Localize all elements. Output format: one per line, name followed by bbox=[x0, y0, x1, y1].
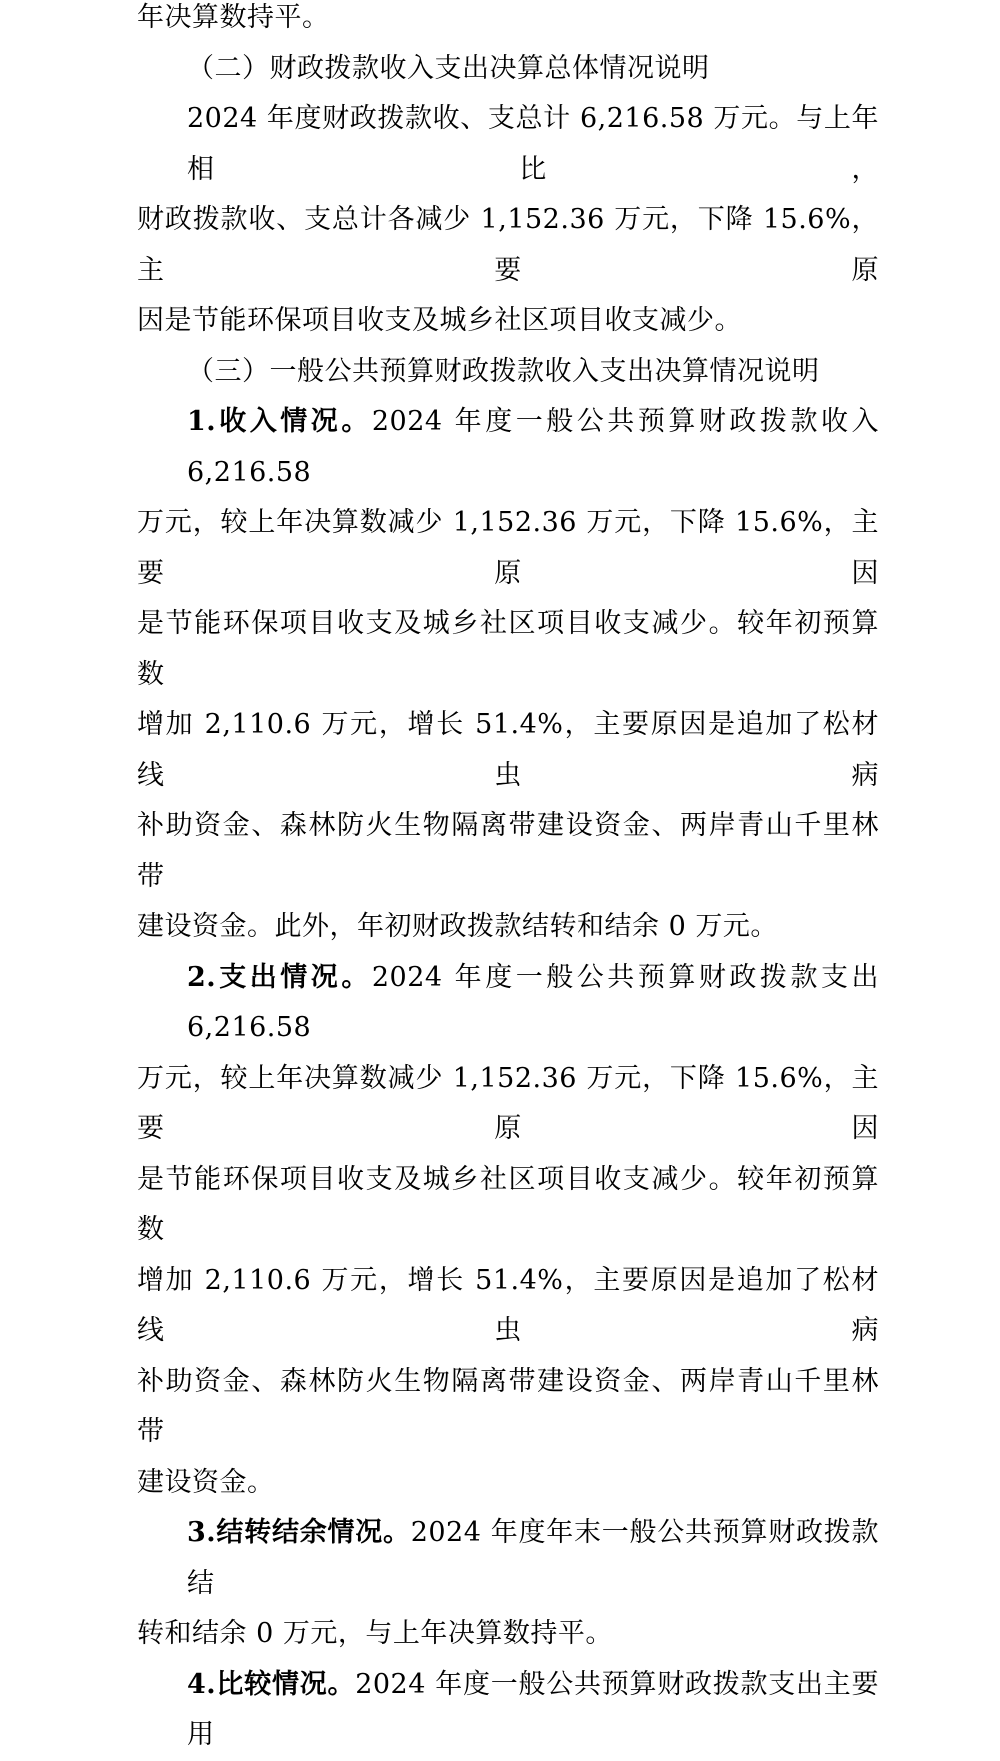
section-heading: （二）财政拨款收入支出决算总体情况说明 bbox=[187, 52, 710, 84]
paragraph-line bbox=[137, 397, 879, 498]
paragraph-line: 增加 2,110.6 万元，增长 51.4%，主要原因是追加了松材线虫病 bbox=[137, 709, 879, 791]
paragraph-line: 2024 年度财政拨款收、支总计 6,216.58 万元。与上年相比， bbox=[187, 103, 879, 185]
section-heading: （三）一般公共预算财政拨款收入支出决算情况说明 bbox=[187, 355, 820, 387]
paragraph-line bbox=[137, 1508, 879, 1609]
paragraph-line: 万元，较上年决算数减少 1,152.36 万元，下降 15.6%，主要原因 bbox=[137, 1062, 879, 1144]
subsection-title: 3.结转结余情况。 bbox=[187, 1517, 411, 1548]
document-page bbox=[137, 0, 879, 1761]
paragraph-line: 建设资金。此外，年初财政拨款结转和结余 0 万元。 bbox=[137, 911, 778, 942]
paragraph-line: 补助资金、森林防火生物隔离带建设资金、两岸青山千里林带 bbox=[137, 810, 879, 892]
paragraph-line: 年决算数持平。 bbox=[137, 2, 330, 33]
paragraph-line: 是节能环保项目收支及城乡社区项目收支减少。较年初预算数 bbox=[137, 608, 879, 690]
paragraph-line: 是节能环保项目收支及城乡社区项目收支减少。较年初预算数 bbox=[137, 1163, 879, 1245]
paragraph-line: 因是节能环保项目收支及城乡社区项目收支减少。 bbox=[137, 305, 742, 336]
paragraph-line: 财政拨款收、支总计各减少 1,152.36 万元，下降 15.6%，主要原 bbox=[137, 204, 879, 286]
paragraph-line: 建设资金。 bbox=[137, 1466, 275, 1498]
paragraph-text: 2024 年度年末一般公共预算财政拨款结 bbox=[187, 1517, 880, 1599]
paragraph-line: 增加 2,110.6 万元，增长 51.4%，主要原因是追加了松材线虫病 bbox=[137, 1264, 879, 1346]
paragraph-text: 2024 年度一般公共预算财政拨款支出 6,216.58 bbox=[187, 961, 879, 1043]
paragraph-line bbox=[137, 953, 879, 1054]
subsection-title: 1.收入情况。 bbox=[187, 406, 372, 437]
paragraph-line: 转和结余 0 万元，与上年决算数持平。 bbox=[137, 1618, 613, 1649]
paragraph-text: 2024 年度一般公共预算财政拨款收入 6,216.58 bbox=[187, 406, 879, 488]
subsection-title: 2.支出情况。 bbox=[187, 961, 372, 993]
paragraph-text: 2024 年度一般公共预算财政拨款支出主要用 bbox=[187, 1668, 880, 1750]
paragraph-line: 万元，较上年决算数减少 1,152.36 万元，下降 15.6%，主要原因 bbox=[137, 507, 879, 589]
paragraph-line bbox=[137, 1660, 879, 1761]
subsection-title: 4.比较情况。 bbox=[187, 1668, 356, 1700]
paragraph-line: 补助资金、森林防火生物隔离带建设资金、两岸青山千里林带 bbox=[137, 1365, 879, 1447]
